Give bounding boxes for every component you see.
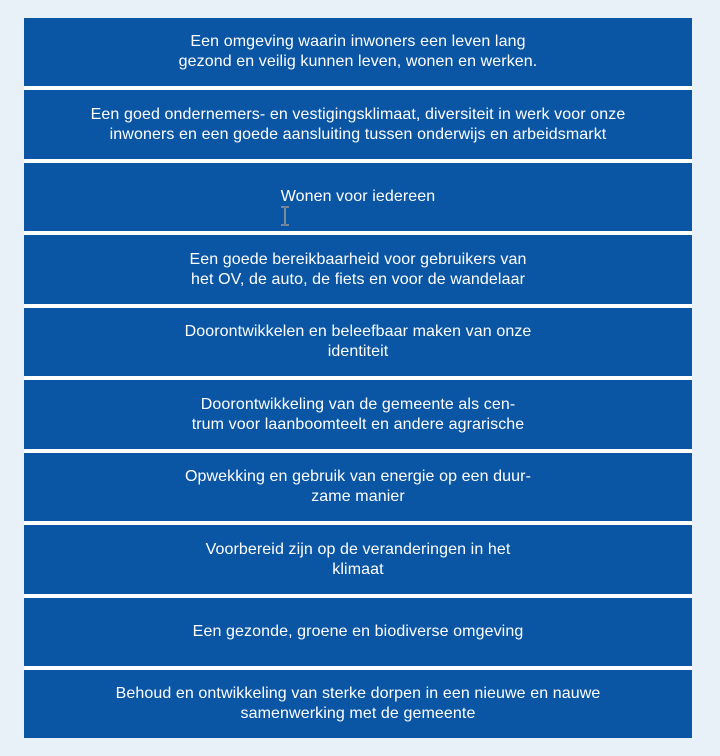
- goal-row: [24, 18, 692, 86]
- goal-row: [24, 380, 692, 449]
- goal-row: [24, 598, 692, 666]
- text-cursor-icon: [280, 206, 290, 226]
- goal-label: Doorontwikkelen en beleefbaar maken van onze identiteit: [184, 323, 532, 360]
- goal-row: [24, 670, 692, 738]
- goal-label: Een goede bereikbaarheid voor gebruikers van het OV, de auto, de fiets en voor de wandelaar: [189, 250, 527, 288]
- goals-panel: [24, 18, 692, 738]
- goal-row: [24, 235, 692, 304]
- goal-label: Doorontwikkeling van de gemeente als cen- trum voor laanboomteelt en andere agrarische: [191, 395, 525, 433]
- goal-row: [24, 525, 692, 594]
- goal-row: [24, 163, 692, 231]
- goal-label: Een gezonde, groene en biodiverse omgeving: [192, 623, 524, 640]
- goal-row: [24, 308, 692, 376]
- goal-label: Behoud en ontwikkeling van sterke dorpen in een nieuwe en nauwe samenwerking met de gemeente: [115, 685, 601, 722]
- goal-label: Wonen voor iedereen: [280, 188, 436, 205]
- goal-label: Een goed ondernemers- en vestigingsklimaat, diversiteit in werk voor onze inwoners en een goede aansluiting tussen onderwijs en arbeidsmarkt: [90, 105, 626, 143]
- goal-row: [24, 453, 692, 521]
- goal-label: Een omgeving waarin inwoners een leven lang gezond en veilig kunnen leven, wonen en werken.: [178, 33, 538, 70]
- goal-label: Opwekking en gebruik van energie op een duur- zame manier: [184, 468, 532, 505]
- goal-row: [24, 90, 692, 159]
- goal-label: Voorbereid zijn op de veranderingen in het klimaat: [205, 540, 511, 578]
